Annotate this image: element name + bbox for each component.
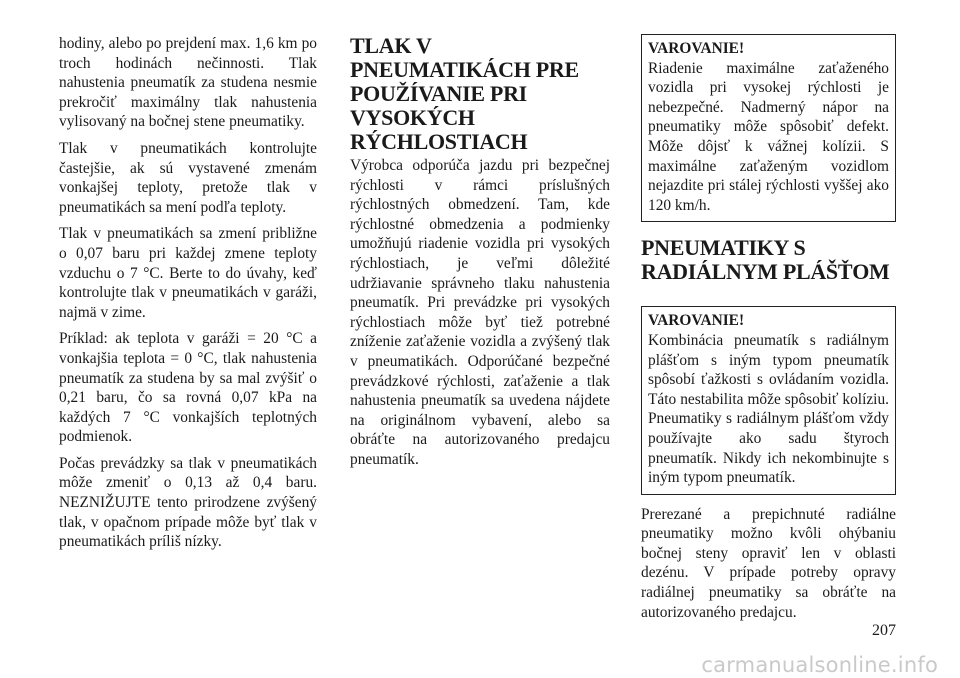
section-heading-radial-tires: PNEUMATIKY S RADIÁLNYM PLÁŠŤOM (641, 235, 890, 285)
column-right (641, 34, 896, 629)
column-middle (350, 34, 610, 477)
paragraph: hodiny, alebo po prejdení max. 1,6 km po troch hodinách nečinnosti. Tlak nahustenia pneumatík za studena nesmie prekročiť maximálny tlak nahustenia vylisovaný na bočnej stene pneumatiky. (59, 35, 317, 131)
watermark: carmanualsonline.info (701, 653, 938, 677)
warning-text: Riadenie maximálne zaťaženého vozidla pri vysokej rýchlosti je nebezpečné. Nadmerný nápor na pneumatiky môže spôsobiť defekt. Môže dôjsť k vážnej kolízii. S maximálne zaťaženým vozidlom nejazdite pri stálej rýchlosti vyššej ako 120 km/h. (648, 59, 889, 214)
paragraph: Počas prevádzky sa tlak v pneumatikách môže zmeniť o 0,13 až 0,4 baru. NEZNIŽUJTE tento prirodzene zvýšený tlak, v opačnom prípade môže byť tlak v pneumatikách príliš nízky. (59, 454, 317, 551)
paragraph: Výrobca odporúča jazdu pri bezpečnej rýchlosti v rámci príslušných rýchlostných obmedzení. Tam, kde rýchlostné obmedzenia a podmienky umožňujú riadenie vozidla pri vysokých rýchlostiach, je veľmi dôležité udržiavanie správneho tlaku nahustenia pneumatík. Pri prevádzke pri vysokých rýchlostiach môže byť tiež potrebné zníženie zaťaženie vozidla a zvýšený tlak v pneumatikách. Odporúčané bezpečné prevádzkové rýchlosti, zaťaženie a tlak nahustenia pneumatík sa uvedena nájdete na originálnom vybavení, alebo sa obráťte na autorizovaného predajcu pneumatík. (350, 157, 610, 468)
warning-title: VAROVANIE! (648, 312, 745, 330)
section-heading-high-speed: TLAK V PNEUMATIKÁCH PRE POUŽÍVANIE PRI VYSOKÝCH RÝCHLOSTIACH (350, 33, 579, 154)
warning-box-high-speed (641, 34, 896, 222)
warning-box-radial (641, 306, 896, 494)
warning-text: Kombinácia pneumatík s radiálnym plášťom s iným typom pneumatík spôsobí ťažkosti s ovládaním vozidla. Táto nestabilita môže spôsobiť kolíziu. Pneumatiky s radiálnym plášťom vždy používajte ako sadu štyroch pneumatík. Nikdy ich nekombinujte s iným typom pneumatík. (648, 331, 889, 487)
paragraph: Prerezané a prepichnuté radiálne pneumatiky možno kvôli ohýbaniu bočnej steny opraviť len v oblasti dezénu. V prípade potreby opravy radiálnej pneumatiky sa obráťte na autorizovaného predajcu. (641, 505, 896, 621)
page-number: 207 (872, 622, 896, 639)
paragraph: Príklad: ak teplota v garáži = 20 °C a vonkajšia teplota = 0 °C, tlak nahustenia pneumatík za studena by sa mal zvýšiť o 0,21 baru, čo sa rovná 0,07 kPa na každých 7 °C vonkajších teplotných podmienok. (59, 330, 317, 446)
paragraph: Tlak v pneumatikách sa zmení približne o 0,07 baru pri každej zmene teploty vzduchu o 7 °C. Berte to do úvahy, keď kontrolujte tlak v pneumatikách v garáži, najmä v zime. (59, 225, 317, 321)
warning-title: VAROVANIE! (648, 40, 745, 57)
paragraph: Tlak v pneumatikách kontrolujte častejšie, ak sú vystavené zmenám vonkajšej teploty, pretože tlak v pneumatikách sa mení podľa teploty. (59, 139, 317, 216)
column-left (59, 34, 317, 559)
